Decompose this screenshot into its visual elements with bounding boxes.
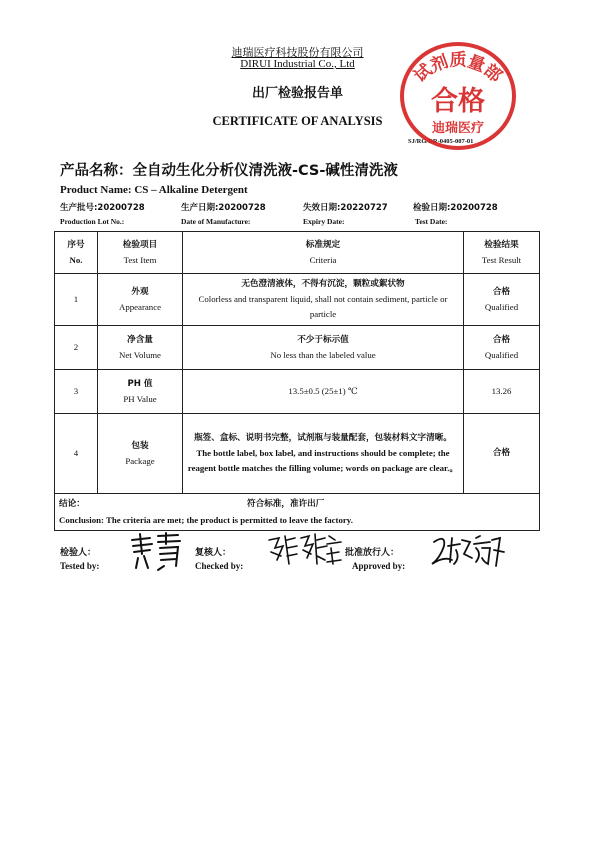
lot-number-label-en: Production Lot No.: [60,217,125,226]
report-title-cn: 出厂检验报告单 [251,86,343,101]
row-result: 合格 Qualified [464,326,540,370]
table-header-row [55,232,540,274]
analysis-table [54,231,540,531]
row-criteria: 不少于标示值 No less than the labeled value [183,326,464,370]
conclusion-cn: 符合标准，准许出厂 [247,499,325,509]
company-name-cn: 迪瑞医疗科技股份有限公司 [231,47,364,59]
row-no: 3 [55,370,98,414]
table-row [55,414,540,494]
tested-by-label-en: Tested by: [60,561,100,571]
checked-by-signature [265,530,343,570]
approved-by-label-en: Approved by: [352,561,406,571]
manufacture-date: 生产日期:20200728 [181,203,266,213]
quality-stamp [396,34,520,152]
header-no: 序号 No. [55,232,98,274]
document-number: SJ/RG/DR-0405-007-01 [408,138,474,145]
test-date-label-en: Test Date: [415,217,448,226]
checked-by-label-en: Checked by: [195,561,244,571]
row-criteria: 无色澄清液体，不得有沉淀，颗粒或絮状物 Colorless and transparent liquid, shall not contain sediment, particle or particle [183,274,464,326]
row-no: 4 [55,414,98,494]
row-criteria: 瓶签、盒标、说明书完整，试剂瓶与装量配套，包装材料文字清晰。 The bottle label, box label, and instructions should be complete; the reagent bottle matches the filling volume; words on package are clear.。 [183,414,464,494]
expiry-date-label-en: Expiry Date: [303,217,345,226]
table-row [55,326,540,370]
expiry-date: 失效日期:20220727 [303,203,388,213]
row-item: 外观 Appearance [98,274,183,326]
approved-by-label-cn: 批准放行人： [345,548,400,558]
row-no: 2 [55,326,98,370]
row-item: 净含量 Net Volume [98,326,183,370]
company-name-en: DIRUI Industrial Co., Ltd [240,58,355,70]
tested-by-label-cn: 检验人： [60,548,97,558]
stamp-top-text: 试剂质量部 [410,50,506,87]
row-criteria: 13.5±0.5 (25±1) ℃ [183,370,464,414]
tested-by-signature [128,532,184,572]
lot-number: 生产批号:20200728 [60,203,145,213]
report-title-en: CERTIFICATE OF ANALYSIS [212,114,383,128]
stamp-bottom-text: 迪瑞医疗 [431,121,485,136]
header-criteria: 标准规定 Criteria [183,232,464,274]
approved-by-signature [430,532,506,570]
table-row [55,370,540,414]
conclusion-cell [55,494,540,531]
row-item: PH 值 PH Value [98,370,183,414]
conclusion-row [55,494,540,531]
conclusion-en: Conclusion: The criteria are met; the product is permitted to leave the factory. [59,515,353,525]
table-row [55,274,540,326]
row-result: 13.26 [464,370,540,414]
row-result: 合格 [464,414,540,494]
product-name-cn: 产品名称：全自动生化分析仪清洗液-CS-碱性清洗液 [60,163,398,179]
checked-by-label-cn: 复核人： [195,548,232,558]
stamp-center-text: 合格 [431,86,485,117]
row-no: 1 [55,274,98,326]
conclusion-label: 结论： [59,499,85,509]
test-date: 检验日期:20200728 [413,203,498,213]
manufacture-date-label-en: Date of Manufacture: [181,217,251,226]
product-name-en: Product Name: CS – Alkaline Detergent [60,184,248,196]
row-result: 合格 Qualified [464,274,540,326]
row-item: 包装 Package [98,414,183,494]
header-item: 检验项目 Test Item [98,232,183,274]
header-result: 检验结果 Test Result [464,232,540,274]
